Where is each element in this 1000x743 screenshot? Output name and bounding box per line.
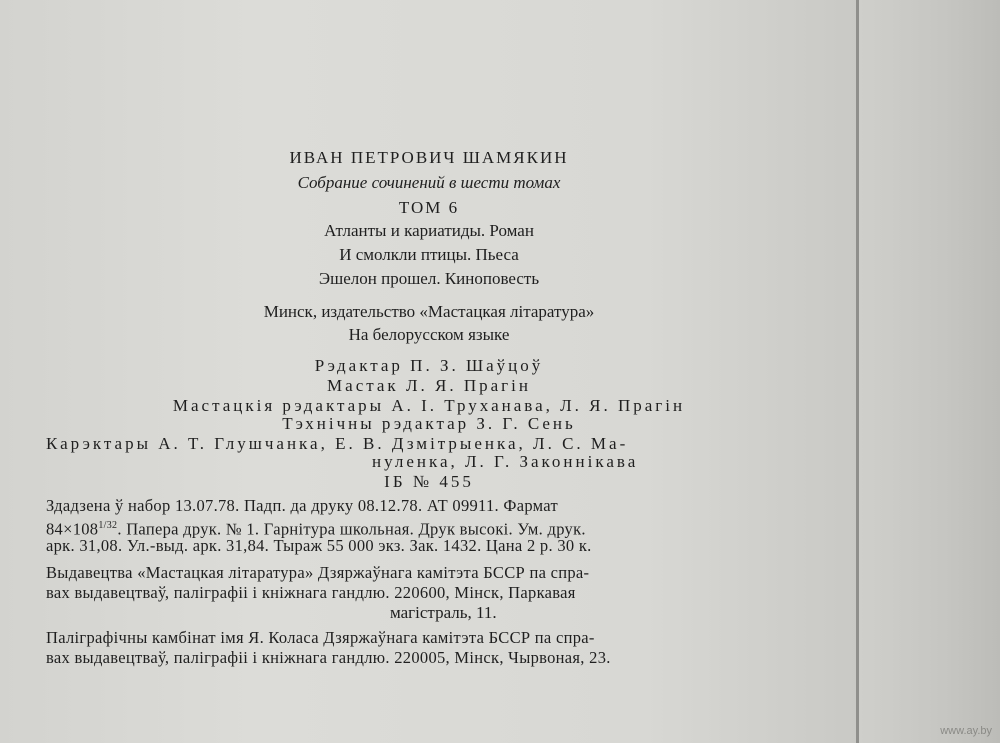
publisher-address-1: Выдавецтва «Мастацкая літаратура» Дзяржаўнага камітэта БССР па спра- [46, 563, 590, 582]
proofreaders-line-1: Карэктары А. Т. Глушчанка, Е. В. Дзмітрыенка, Л. С. Ма- [46, 434, 629, 453]
work-title-3: Эшелон прошел. Киноповесть [318, 269, 540, 288]
work-title-1: Атланты и кариатиды. Роман [324, 221, 534, 240]
publisher-line: Минск, издательство «Мастацкая літаратура» [263, 302, 595, 321]
imprint-line-2-rest: . Папера друк. № 1. Гарнітура школьная. Друк высокі. Ум. друк. [117, 519, 586, 539]
language-line: На белорусском языке [348, 325, 510, 344]
printer-line-1: Паліграфічны камбінат імя Я. Коласа Дзяржаўнага камітэта БССР па спра- [46, 628, 595, 647]
imprint-line-1: Здадзена ў набор 13.07.78. Падп. да друку 08.12.78. АТ 09911. Фармат [46, 496, 558, 515]
volume-number: ТОМ 6 [398, 198, 460, 217]
format-size: 84×108 [46, 519, 99, 539]
adjacent-page [859, 0, 1000, 743]
editor-credit: Рэдактар П. З. Шаўцоў [314, 356, 544, 375]
ib-number: ІБ № 455 [384, 472, 474, 491]
art-editors-credit: Мастацкія рэдактары А. І. Труханава, Л. Я. Прагін [172, 396, 686, 415]
publisher-address-2: вах выдавецтваў, паліграфіі і кніжнага гандлю. 220600, Мінск, Паркавая [46, 583, 576, 602]
watermark-text: www.ay.by [940, 725, 992, 737]
format-fraction: 1/32 [98, 520, 118, 531]
imprint-line-3: арк. 31,08. Ул.-выд. арк. 31,84. Тыраж 55 000 экз. Зак. 1432. Цана 2 р. 30 к. [46, 536, 592, 555]
printer-line-2: вах выдавецтваў, паліграфіі і кніжнага гандлю. 220005, Мінск, Чырвоная, 23. [46, 648, 611, 667]
proofreaders-line-2: нуленка, Л. Г. Законнікава [372, 452, 639, 471]
artist-credit: Мастак Л. Я. Прагін [327, 376, 531, 395]
publisher-address-3: магістраль, 11. [390, 603, 497, 622]
work-title-2: И смолкли птицы. Пьеса [339, 245, 519, 264]
author-name: ИВАН ПЕТРОВИЧ ШАМЯКИН [289, 148, 569, 167]
tech-editor-credit: Тэхнічны рэдактар З. Г. Сень [282, 414, 576, 433]
collection-title: Собрание сочинений в шести томах [297, 173, 561, 192]
